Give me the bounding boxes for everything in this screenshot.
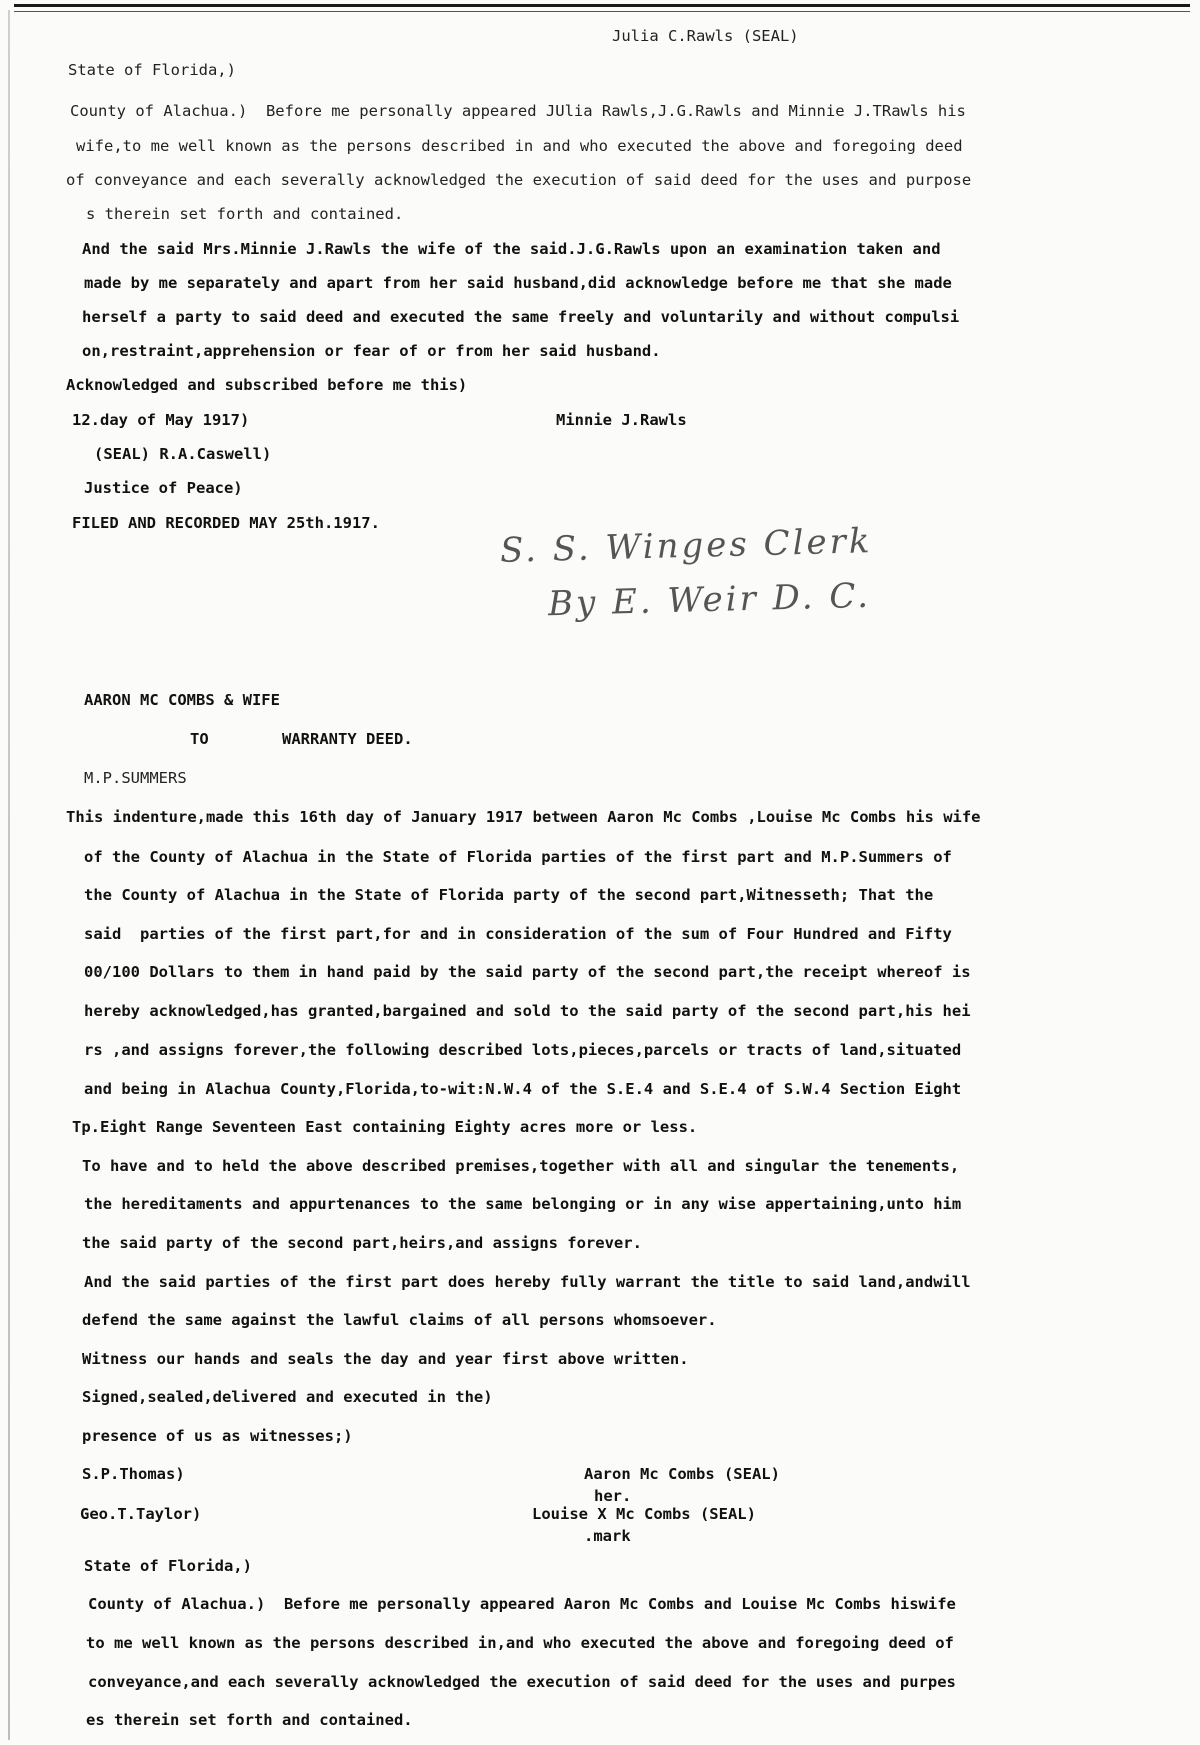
ack1-line: s therein set forth and contained. bbox=[86, 205, 404, 223]
signer-1: Aaron Mc Combs (SEAL) bbox=[584, 1465, 780, 1483]
ack1-title: Justice of Peace) bbox=[84, 479, 243, 497]
ack1-date: 12.day of May 1917) bbox=[72, 411, 250, 429]
ack2-line: es therein set forth and contained. bbox=[86, 1711, 413, 1729]
deed-line: Signed,sealed,delivered and executed in the) bbox=[82, 1388, 493, 1406]
ack1-state: State of Florida,) bbox=[68, 61, 236, 79]
deed-grantee: M.P.SUMMERS bbox=[84, 769, 187, 787]
witness-2: Geo.T.Taylor) bbox=[80, 1505, 202, 1523]
ack1-subscribed: Acknowledged and subscribed before me this) bbox=[66, 376, 468, 394]
deed-line: defend the same against the lawful claims of all persons whomsoever. bbox=[82, 1311, 717, 1329]
clerk-signature: S. S. Winges Clerk bbox=[499, 521, 873, 571]
ack1-line: wife,to me well known as the persons described in and who executed the above and foregoing deed bbox=[76, 137, 963, 155]
ack1-line: on,restraint,apprehension or fear of or from her said husband. bbox=[82, 342, 661, 360]
deed-to: TO bbox=[190, 730, 209, 748]
deed-type: WARRANTY DEED. bbox=[282, 730, 413, 748]
ack1-filed: FILED AND RECORDED MAY 25th.1917. bbox=[72, 514, 380, 532]
ack1-seal-line: (SEAL) R.A.Caswell) bbox=[94, 445, 272, 463]
deed-line: This indenture,made this 16th day of January 1917 between Aaron Mc Combs ,Louise Mc Combs his wife bbox=[66, 808, 981, 826]
ack2-line: to me well known as the persons described in,and who executed the above and foregoing deed of bbox=[86, 1634, 954, 1652]
deed-line: 00/100 Dollars to them in hand paid by the said party of the second part,the receipt whereof is bbox=[84, 963, 971, 981]
signer-2: Louise X Mc Combs (SEAL) bbox=[532, 1505, 756, 1523]
deed-line: the said party of the second part,heirs,and assigns forever. bbox=[82, 1234, 642, 1252]
deed-grantor: AARON MC COMBS & WIFE bbox=[84, 691, 280, 709]
deed-line: And the said parties of the first part does hereby fully warrant the title to said land,andwill bbox=[84, 1273, 971, 1291]
deed-line: the County of Alachua in the State of Florida party of the second part,Witnesseth; That the bbox=[84, 886, 934, 904]
header-signature: Julia C.Rawls (SEAL) bbox=[612, 27, 799, 45]
ack2-state: State of Florida,) bbox=[84, 1557, 252, 1575]
deed-line: rs ,and assigns forever,the following described lots,pieces,parcels or tracts of land,situated bbox=[84, 1041, 962, 1059]
deed-line: hereby acknowledged,has granted,bargained and sold to the said party of the second part,his hei bbox=[84, 1002, 971, 1020]
deed-line: the hereditaments and appurtenances to the same belonging or in any wise appertaining,unto him bbox=[84, 1195, 962, 1213]
signer-2-her: her. bbox=[594, 1487, 632, 1505]
ack1-line: And the said Mrs.Minnie J.Rawls the wife of the said.J.G.Rawls upon an examination taken and bbox=[82, 240, 941, 258]
deed-line: of the County of Alachua in the State of Florida parties of the first part and M.P.Summers of bbox=[84, 848, 952, 866]
signer-2-mark: .mark bbox=[584, 1527, 631, 1545]
ack1-signer: Minnie J.Rawls bbox=[556, 411, 687, 429]
page-left-edge bbox=[8, 10, 10, 1740]
deed-line: and being in Alachua County,Florida,to-wit:N.W.4 of the S.E.4 and S.E.4 of S.W.4 Section Eight bbox=[84, 1080, 962, 1098]
witness-1: S.P.Thomas) bbox=[82, 1465, 185, 1483]
deed-line: Witness our hands and seals the day and year first above written. bbox=[82, 1350, 689, 1368]
deputy-clerk-signature: By E. Weir D. C. bbox=[547, 575, 872, 625]
ack2-line: conveyance,and each severally acknowledged the execution of said deed for the uses and purpes bbox=[88, 1673, 956, 1691]
deed-line: To have and to held the above described premises,together with all and singular the tenements, bbox=[82, 1157, 960, 1175]
deed-line: Tp.Eight Range Seventeen East containing Eighty acres more or less. bbox=[72, 1118, 698, 1136]
page-top-border bbox=[14, 4, 1190, 12]
ack1-line: County of Alachua.) Before me personally appeared JUlia Rawls,J.G.Rawls and Minnie J.TRawls his bbox=[70, 102, 966, 120]
ack2-line: County of Alachua.) Before me personally appeared Aaron Mc Combs and Louise Mc Combs hiswife bbox=[88, 1595, 956, 1613]
deed-line: presence of us as witnesses;) bbox=[82, 1427, 353, 1445]
ack1-line: made by me separately and apart from her said husband,did acknowledge before me that she made bbox=[84, 274, 952, 292]
deed-line: said parties of the first part,for and in consideration of the sum of Four Hundred and Fifty bbox=[84, 925, 952, 943]
ack1-line: of conveyance and each severally acknowledged the execution of said deed for the uses and purpose bbox=[66, 171, 972, 189]
ack1-line: herself a party to said deed and executed the same freely and voluntarily and without compulsi bbox=[82, 308, 960, 326]
